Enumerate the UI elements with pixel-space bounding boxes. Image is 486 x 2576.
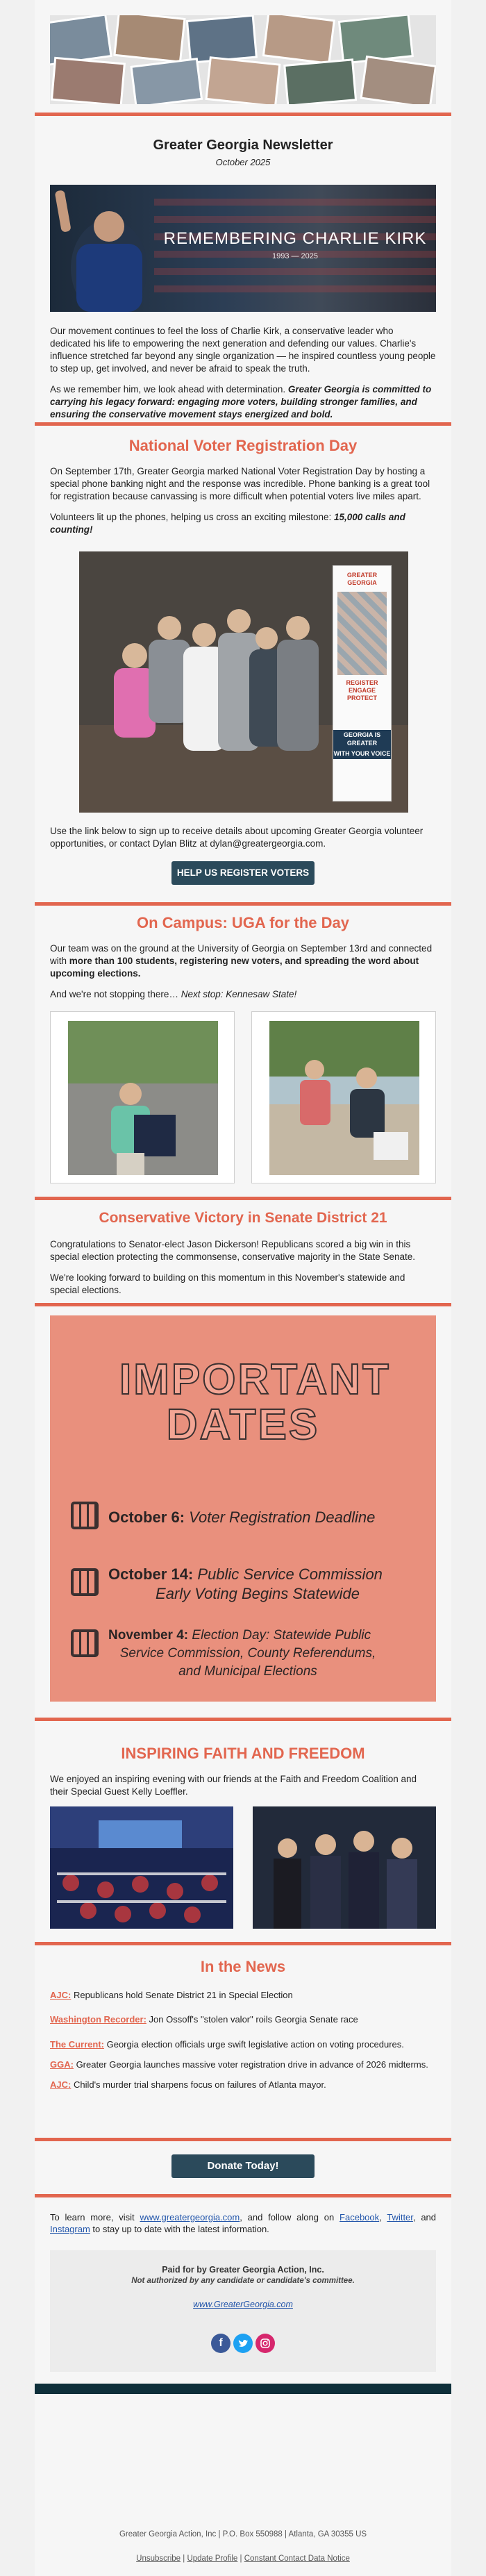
date-2-line-2: Early Voting Begins Statewide	[156, 1585, 360, 1602]
data-notice-link[interactable]: Constant Contact Data Notice	[244, 2554, 350, 2563]
news-item-4: GGA: Greater Georgia launches massive voter registration drive in advance of 2026 midterms.	[50, 2059, 428, 2070]
facebook-icon[interactable]: f	[211, 2334, 231, 2353]
date-2-line-1: Public Service Commission	[197, 1565, 383, 1583]
unsubscribe-link[interactable]: Unsubscribe	[136, 2554, 181, 2563]
faith-event-crowd-photo	[50, 1806, 233, 1929]
news-source-link-3[interactable]: The Current:	[50, 2038, 104, 2050]
not-authorized: Not authorized by any candidate or candidate's committee.	[131, 2277, 355, 2285]
news-item-5: AJC: Child's murder trial sharpens focus on failures of Atlanta mayor.	[50, 2079, 326, 2091]
campus-paragraph-2: And we're not stopping there… Next stop: Kennesaw State!	[50, 988, 297, 999]
date-1-label: October 6:	[108, 1509, 185, 1526]
instagram-icon[interactable]	[255, 2334, 275, 2353]
paid-by-box	[50, 2250, 436, 2372]
news-source-link-2[interactable]: Washington Recorder:	[50, 2014, 146, 2025]
social-icons	[208, 2334, 278, 2356]
dates-title: IMPORTANT DATES	[119, 1356, 391, 1449]
news-source-link-1[interactable]: AJC:	[50, 1990, 72, 2000]
footer-links: Unsubscribe | Update Profile | Constant Contact Data Notice	[136, 2554, 350, 2563]
date-3-line-3: and Municipal Elections	[178, 1664, 317, 1679]
newsletter-date: October 2025	[215, 156, 271, 167]
news-source-link-5[interactable]: AJC:	[50, 2079, 72, 2091]
campus-title: On Campus: UGA for the Day	[137, 914, 349, 931]
banner-line-4: ENGAGE	[348, 686, 376, 694]
footer-dark-bar	[35, 2384, 451, 2394]
victory-paragraph-1: Congratulations to Senator-elect Jason Dickerson! Republicans scored a big win in this special election protecting the commonsense, conservative majority in the State Senate.	[50, 1239, 416, 1262]
news-item-3: The Current: Georgia election officials urge swift legislative action on voting procedures.	[50, 2038, 404, 2050]
twitter-icon[interactable]	[233, 2334, 253, 2353]
learn-more-text: To learn more, visit www.greatergeorgia.com, and follow along on Facebook, Twitter, and Instagram to stay up to date with the latest information.	[50, 2212, 437, 2235]
facebook-link[interactable]: Facebook	[340, 2212, 380, 2222]
banner-line-3: REGISTER	[346, 679, 378, 686]
memorial-paragraph-1: Our movement continues to feel the loss of Charlie Kirk, a conservative leader who dedicated his life to empowering the next generation and defending our values. Charlie's influence stretched far beyond any single organization — he inspired countless young people to step up, get involved, and never be afraid to speak the truth.	[50, 326, 436, 374]
faith-title: INSPIRING FAITH AND FREEDOM	[121, 1745, 365, 1762]
campus-photo-frame-1	[50, 1011, 235, 1183]
banner-line-7: WITH YOUR VOICE	[333, 749, 391, 759]
important-dates-graphic	[50, 1315, 436, 1702]
date-3-label: November 4:	[108, 1628, 189, 1643]
memorial-years: 1993 — 2025	[271, 252, 319, 260]
banner-line-6: GEORGIA IS GREATER	[333, 730, 391, 749]
news-item-2: Washington Recorder: Jon Ossoff's "stolen valor" roils Georgia Senate race	[50, 2014, 358, 2025]
news-title: In the News	[200, 1958, 286, 1975]
banner-line-5: PROTECT	[346, 695, 377, 701]
date-3-line-1: Election Day: Statewide Public	[192, 1628, 371, 1643]
banner-line-2: GEORGIA	[347, 579, 377, 587]
nvrd-paragraph-3: Use the link below to sign up to receive details about upcoming Greater Georgia volunteer opportunities, or contact Dylan Blitz at dylan@greatergeorgia.com.	[50, 826, 424, 849]
instagram-link[interactable]: Instagram	[50, 2224, 90, 2235]
news-item-1: AJC: Republicans hold Senate District 21 in Special Election	[50, 1990, 293, 2000]
victory-title: Conservative Victory in Senate District 21	[99, 1210, 387, 1226]
registration-banner	[333, 565, 392, 801]
memorial-banner	[50, 185, 436, 312]
faith-paragraph-1: We enjoyed an inspiring evening with our friends at the Faith and Freedom Coalition and their Special Guest Kelly Loeffler.	[50, 1774, 417, 1797]
newsletter-title: Greater Georgia Newsletter	[153, 138, 333, 153]
campus-photo-2	[269, 1021, 419, 1175]
campus-photo-frame-2	[251, 1011, 436, 1183]
memorial-paragraph-2: As we remember him, we look ahead with determination. Greater Georgia is committed to carrying his legacy forward: engaging more voters, building stronger families, and ensuring the conservative movement stays energized and bold.	[50, 383, 432, 419]
calendar-icon	[71, 1568, 99, 1596]
header-photo-collage	[50, 15, 436, 104]
date-1-line-1: Voter Registration Deadline	[189, 1509, 376, 1526]
paid-by: Paid for by Greater Georgia Action, Inc.	[162, 2265, 324, 2275]
campus-photo-1	[68, 1021, 218, 1175]
twitter-link[interactable]: Twitter	[387, 2212, 413, 2222]
site-link[interactable]: www.greatergeorgia.com	[140, 2212, 240, 2222]
calendar-icon	[71, 1502, 99, 1529]
help-register-voters-button[interactable]: HELP US REGISTER VOTERS	[171, 861, 315, 885]
newsletter-container	[35, 0, 451, 2576]
footer-address: Greater Georgia Action, Inc | P.O. Box 550988 | Atlanta, GA 30355 US	[119, 2530, 367, 2538]
nvrd-paragraph-1: On September 17th, Greater Georgia marked National Voter Registration Day by hosting a special phone banking night and the response was incredible. Phone banking is a great tool for registration because canvassing is more difficult when potential voters live miles apart.	[50, 466, 430, 501]
nvrd-paragraph-2: Volunteers lit up the phones, helping us cross an exciting milestone: 15,000 calls and counting!	[50, 511, 405, 535]
nvrd-title: National Voter Registration Day	[128, 437, 358, 454]
memorial-heading: REMEMBERING CHARLIE KIRK	[163, 229, 427, 248]
date-2-label: October 14:	[108, 1565, 194, 1583]
volunteer-group-photo	[79, 551, 408, 813]
donate-button[interactable]: Donate Today!	[171, 2154, 315, 2178]
news-source-link-4[interactable]: GGA:	[50, 2059, 74, 2070]
banner-line-1: GREATER	[346, 572, 378, 579]
campus-paragraph-1: Our team was on the ground at the University of Georgia on September 13rd and connected with more than 100 students, registering new voters, and spreading the word about upcoming elections.	[50, 943, 433, 979]
site-link-footer[interactable]: www.GreaterGeorgia.com	[193, 2300, 293, 2309]
date-3-line-2: Service Commission, County Referendums,	[119, 1646, 376, 1661]
update-profile-link[interactable]: Update Profile	[187, 2554, 238, 2563]
faith-event-guests-photo	[253, 1806, 436, 1929]
victory-paragraph-2: We're looking forward to building on this momentum in this November's statewide and special elections.	[50, 1272, 405, 1295]
